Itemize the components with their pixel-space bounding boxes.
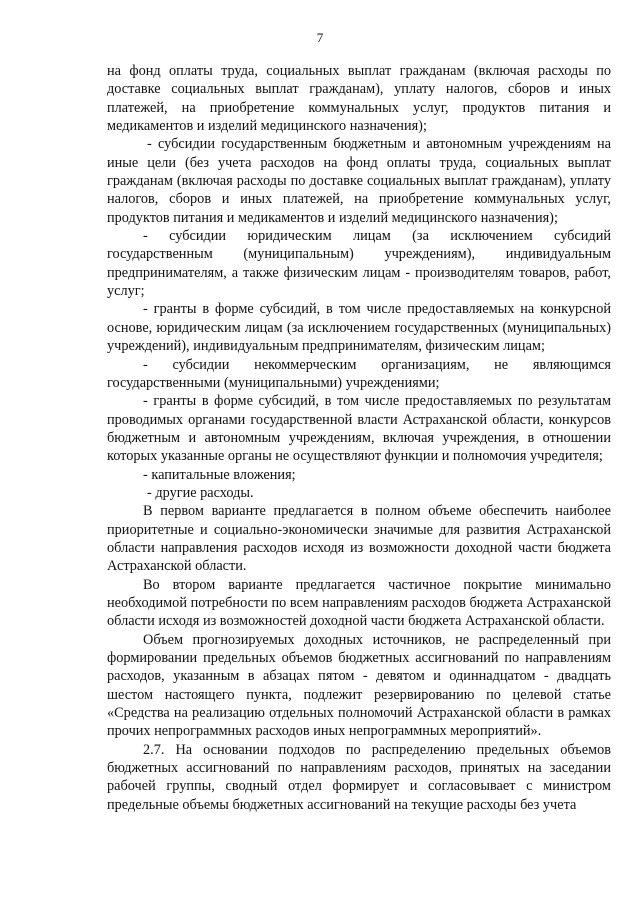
paragraph-first-variant: В первом варианте предлагается в полном объеме обеспечить наиболее приоритетные и социально-экономически значимые для развития Астраханской области направления расходов исходя из возможности доходной части бюджета Астраханской области. xyxy=(107,503,611,575)
list-item-subsidies-legal-entities: - субсидии юридическим лицам (за исключением субсидий государственным (муниципальным) учреждениям), индивидуальным предпринимателям, а также физическим лицам - производителям товаров, работ, услуг; xyxy=(107,228,611,300)
list-item-subsidies-state-institutions: - субсидии государственным бюджетным и автономным учреждениям на иные цели (без учета расходов на фонд оплаты труда, социальных выплат гражданам (включая расходы по доставке социальных выплат гражданам), уплату налогов, сборов и иных платежей, на приобретение коммунальных услуг, продуктов питания и медикаментов и изделий медицинского назначения); xyxy=(107,136,611,226)
paragraph-section-2-7: 2.7. На основании подходов по распределению предельных объемов бюджетных ассигнований по направлениям расходов, принятых на заседании рабочей группы, сводный отдел формирует и согласовывает с министром предельные объемы бюджетных ассигнований на текущие расходы без учета xyxy=(107,741,611,813)
list-item-subsidies-nonprofit: - субсидии некоммерческим организациям, не являющимся государственными (муниципальными) учреждениями; xyxy=(107,356,611,391)
list-item-other-expenses: - другие расходы. xyxy=(147,484,254,501)
paragraph: на фонд оплаты труда, социальных выплат гражданам (включая расходы по доставке социальных выплат гражданам), уплату налогов, сборов и иных платежей, на приобретение коммунальных услуг, продуктов питания и медикаментов и изделий медицинского назначения); xyxy=(107,63,611,135)
paragraph-reserve: Объем прогнозируемых доходных источников, не распределенный при формировании предельных объемов бюджетных ассигнований по направлениям расходов, указанным в абзацах пятом - девятом и одиннадцатом - двадцать шестом настоящего пункта, подлежит резервированию по целевой статье «Средства на реализацию отдельных полномочий Астраханской области в рамках прочих непрограммных расходов иных непрограммных мероприятий». xyxy=(107,631,611,740)
document-body xyxy=(107,62,611,814)
list-item-capital-investments: - капитальные вложения; xyxy=(143,466,296,483)
paragraph-second-variant: Во втором варианте предлагается частичное покрытие минимально необходимой потребности по всем направлениям расходов бюджета Астраханской области исходя из возможностей доходной части бюджета Астраханской области. xyxy=(107,576,611,630)
list-item-grants-contest-results: - гранты в форме субсидий, в том числе предоставляемых по результатам проводимых органами государственной власти Астраханской области, конкурсов бюджетным и автономным учреждениям, включая учреждения, в отношении которых указанные органы не осуществляют функции и полномочия учредителя; xyxy=(107,393,611,465)
page-number: 7 xyxy=(316,30,324,45)
list-item-grants-competitive: - гранты в форме субсидий, в том числе предоставляемых на конкурсной основе, юридическим лицам (за исключением государственных (муниципальных) учреждений), индивидуальным предпринимателям, физическим лицам; xyxy=(107,301,611,355)
